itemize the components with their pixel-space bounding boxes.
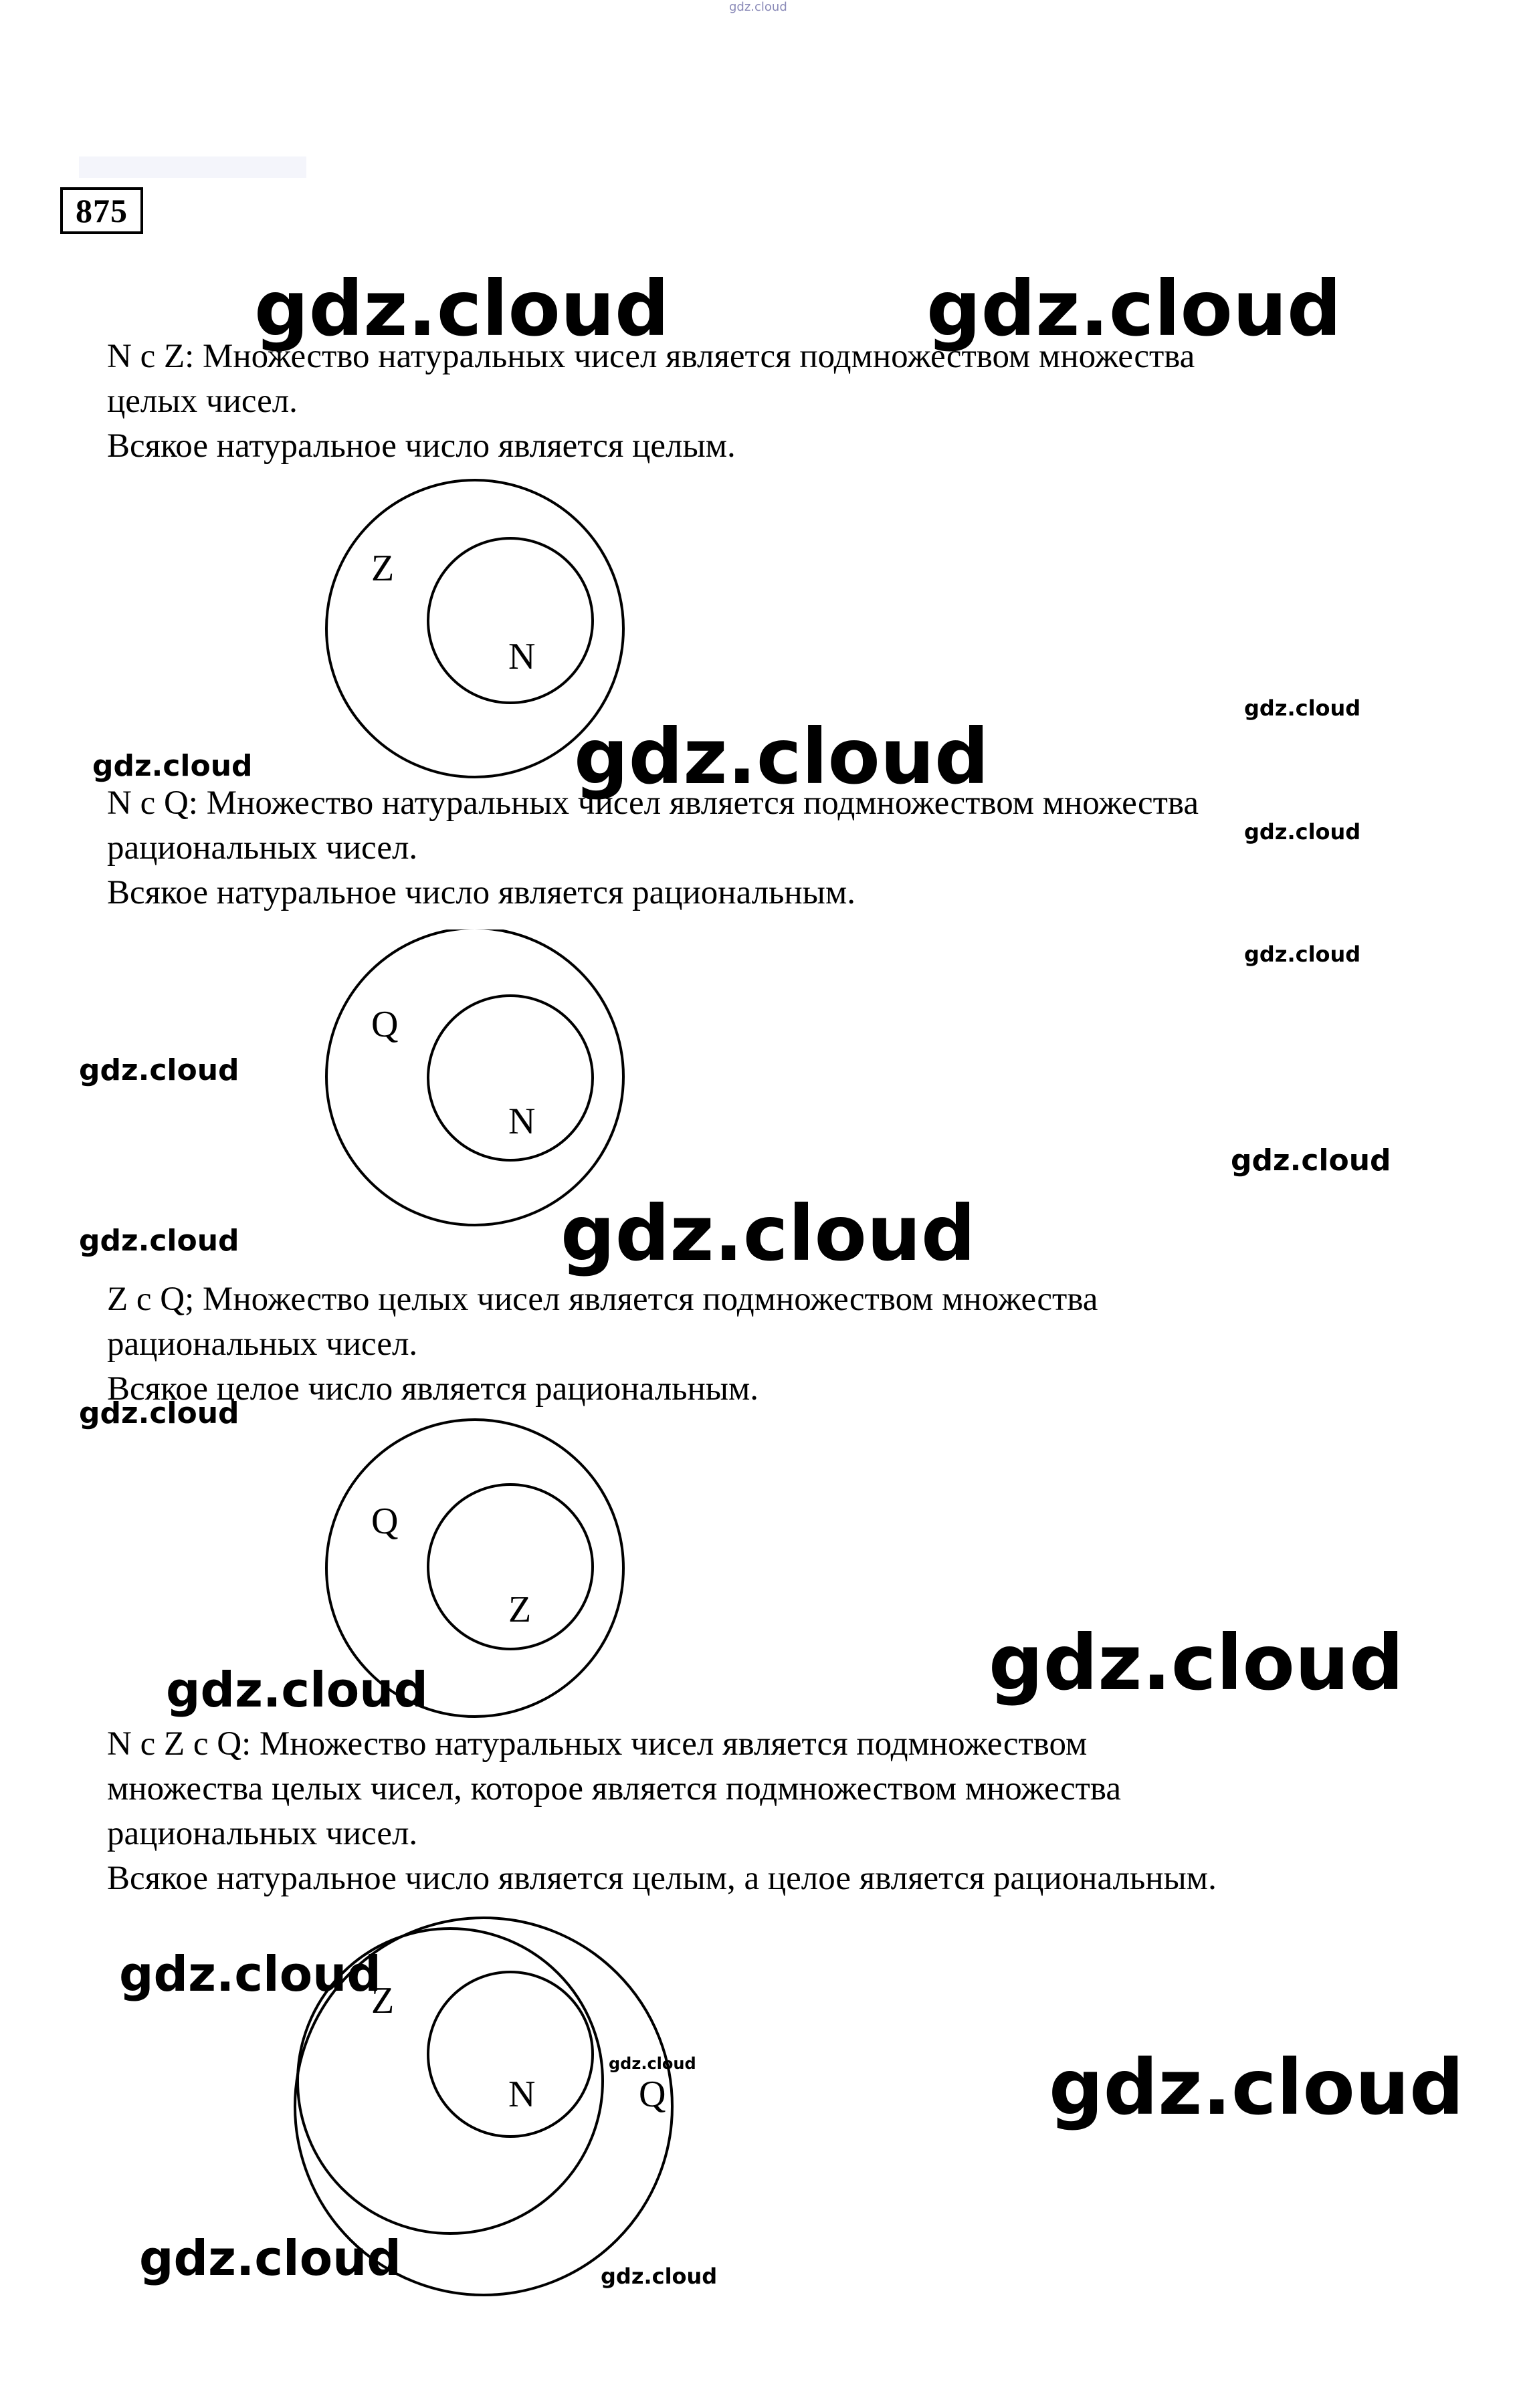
inner-circle: [428, 538, 593, 703]
section-4-text: [107, 1722, 1445, 1901]
text-line: N c Z c Q: Множество натуральных чисел является подмножеством: [107, 1725, 1088, 1763]
watermark: gdz.cloud: [989, 1618, 1404, 1707]
middle-circle: [298, 1929, 603, 2233]
watermark: gdz.cloud: [574, 712, 989, 801]
faint-header-bar: [79, 156, 306, 178]
watermark: gdz.cloud: [1231, 1143, 1391, 1178]
watermark-top: gdz.cloud: [729, 0, 787, 14]
watermark: gdz.cloud: [254, 264, 670, 353]
text-line: N c Z: Множество натуральных чисел является подмножеством множества: [107, 338, 1195, 375]
watermark: gdz.cloud: [79, 1396, 239, 1430]
text-line: Z c Q; Множество целых чисел является подмножеством множества: [107, 1281, 1098, 1318]
outermost-label: Q: [639, 2074, 666, 2115]
watermark: gdz.cloud: [119, 1946, 381, 2002]
outer-circle: [326, 929, 623, 1225]
inner-label: Z: [508, 1589, 532, 1630]
watermark: gdz.cloud: [926, 264, 1342, 353]
watermark: gdz.cloud: [1244, 695, 1361, 721]
text-line: рациональных чисел.: [107, 829, 418, 867]
text-line: рациональных чисел.: [107, 1815, 418, 1852]
outer-label: Z: [371, 548, 395, 589]
watermark: gdz.cloud: [1244, 819, 1361, 845]
text-line: Всякое натуральное число является целым.: [107, 427, 736, 465]
watermark: gdz.cloud: [1244, 942, 1361, 967]
text-line: N c Q: Множество натуральных чисел является подмножеством множества: [107, 784, 1199, 822]
problem-number: 875: [60, 187, 143, 234]
watermark: gdz.cloud: [601, 2264, 718, 2289]
watermark: gdz.cloud: [79, 1053, 239, 1087]
watermark: gdz.cloud: [79, 1224, 239, 1258]
text-line: рациональных чисел.: [107, 1325, 418, 1363]
watermark: gdz.cloud: [609, 2054, 696, 2073]
watermark: gdz.cloud: [92, 749, 253, 783]
outer-label: Q: [371, 1004, 399, 1045]
watermark: gdz.cloud: [166, 1662, 428, 1718]
section-2-text: [107, 781, 1445, 915]
text-line: Всякое целое число является рациональным.: [107, 1370, 759, 1408]
text-line: целых чисел.: [107, 382, 298, 420]
text-line: Всякое натуральное число является целым, а целое является рациональным.: [107, 1860, 1217, 1897]
section-3-text: [107, 1277, 1445, 1412]
text-line: множества целых чисел, которое является подмножеством множества: [107, 1770, 1121, 1808]
inner-label: N: [508, 1101, 536, 1142]
middle-label: Z: [371, 1980, 395, 2021]
inner-label: N: [508, 636, 536, 677]
watermark: gdz.cloud: [1049, 2043, 1464, 2132]
inner-label: N: [508, 2074, 536, 2115]
text-line: Всякое натуральное число является рациональным.: [107, 874, 855, 911]
watermark: gdz.cloud: [561, 1189, 976, 1278]
watermark: gdz.cloud: [139, 2230, 401, 2286]
section-1-text: [107, 334, 1445, 469]
outer-label: Q: [371, 1501, 399, 1542]
